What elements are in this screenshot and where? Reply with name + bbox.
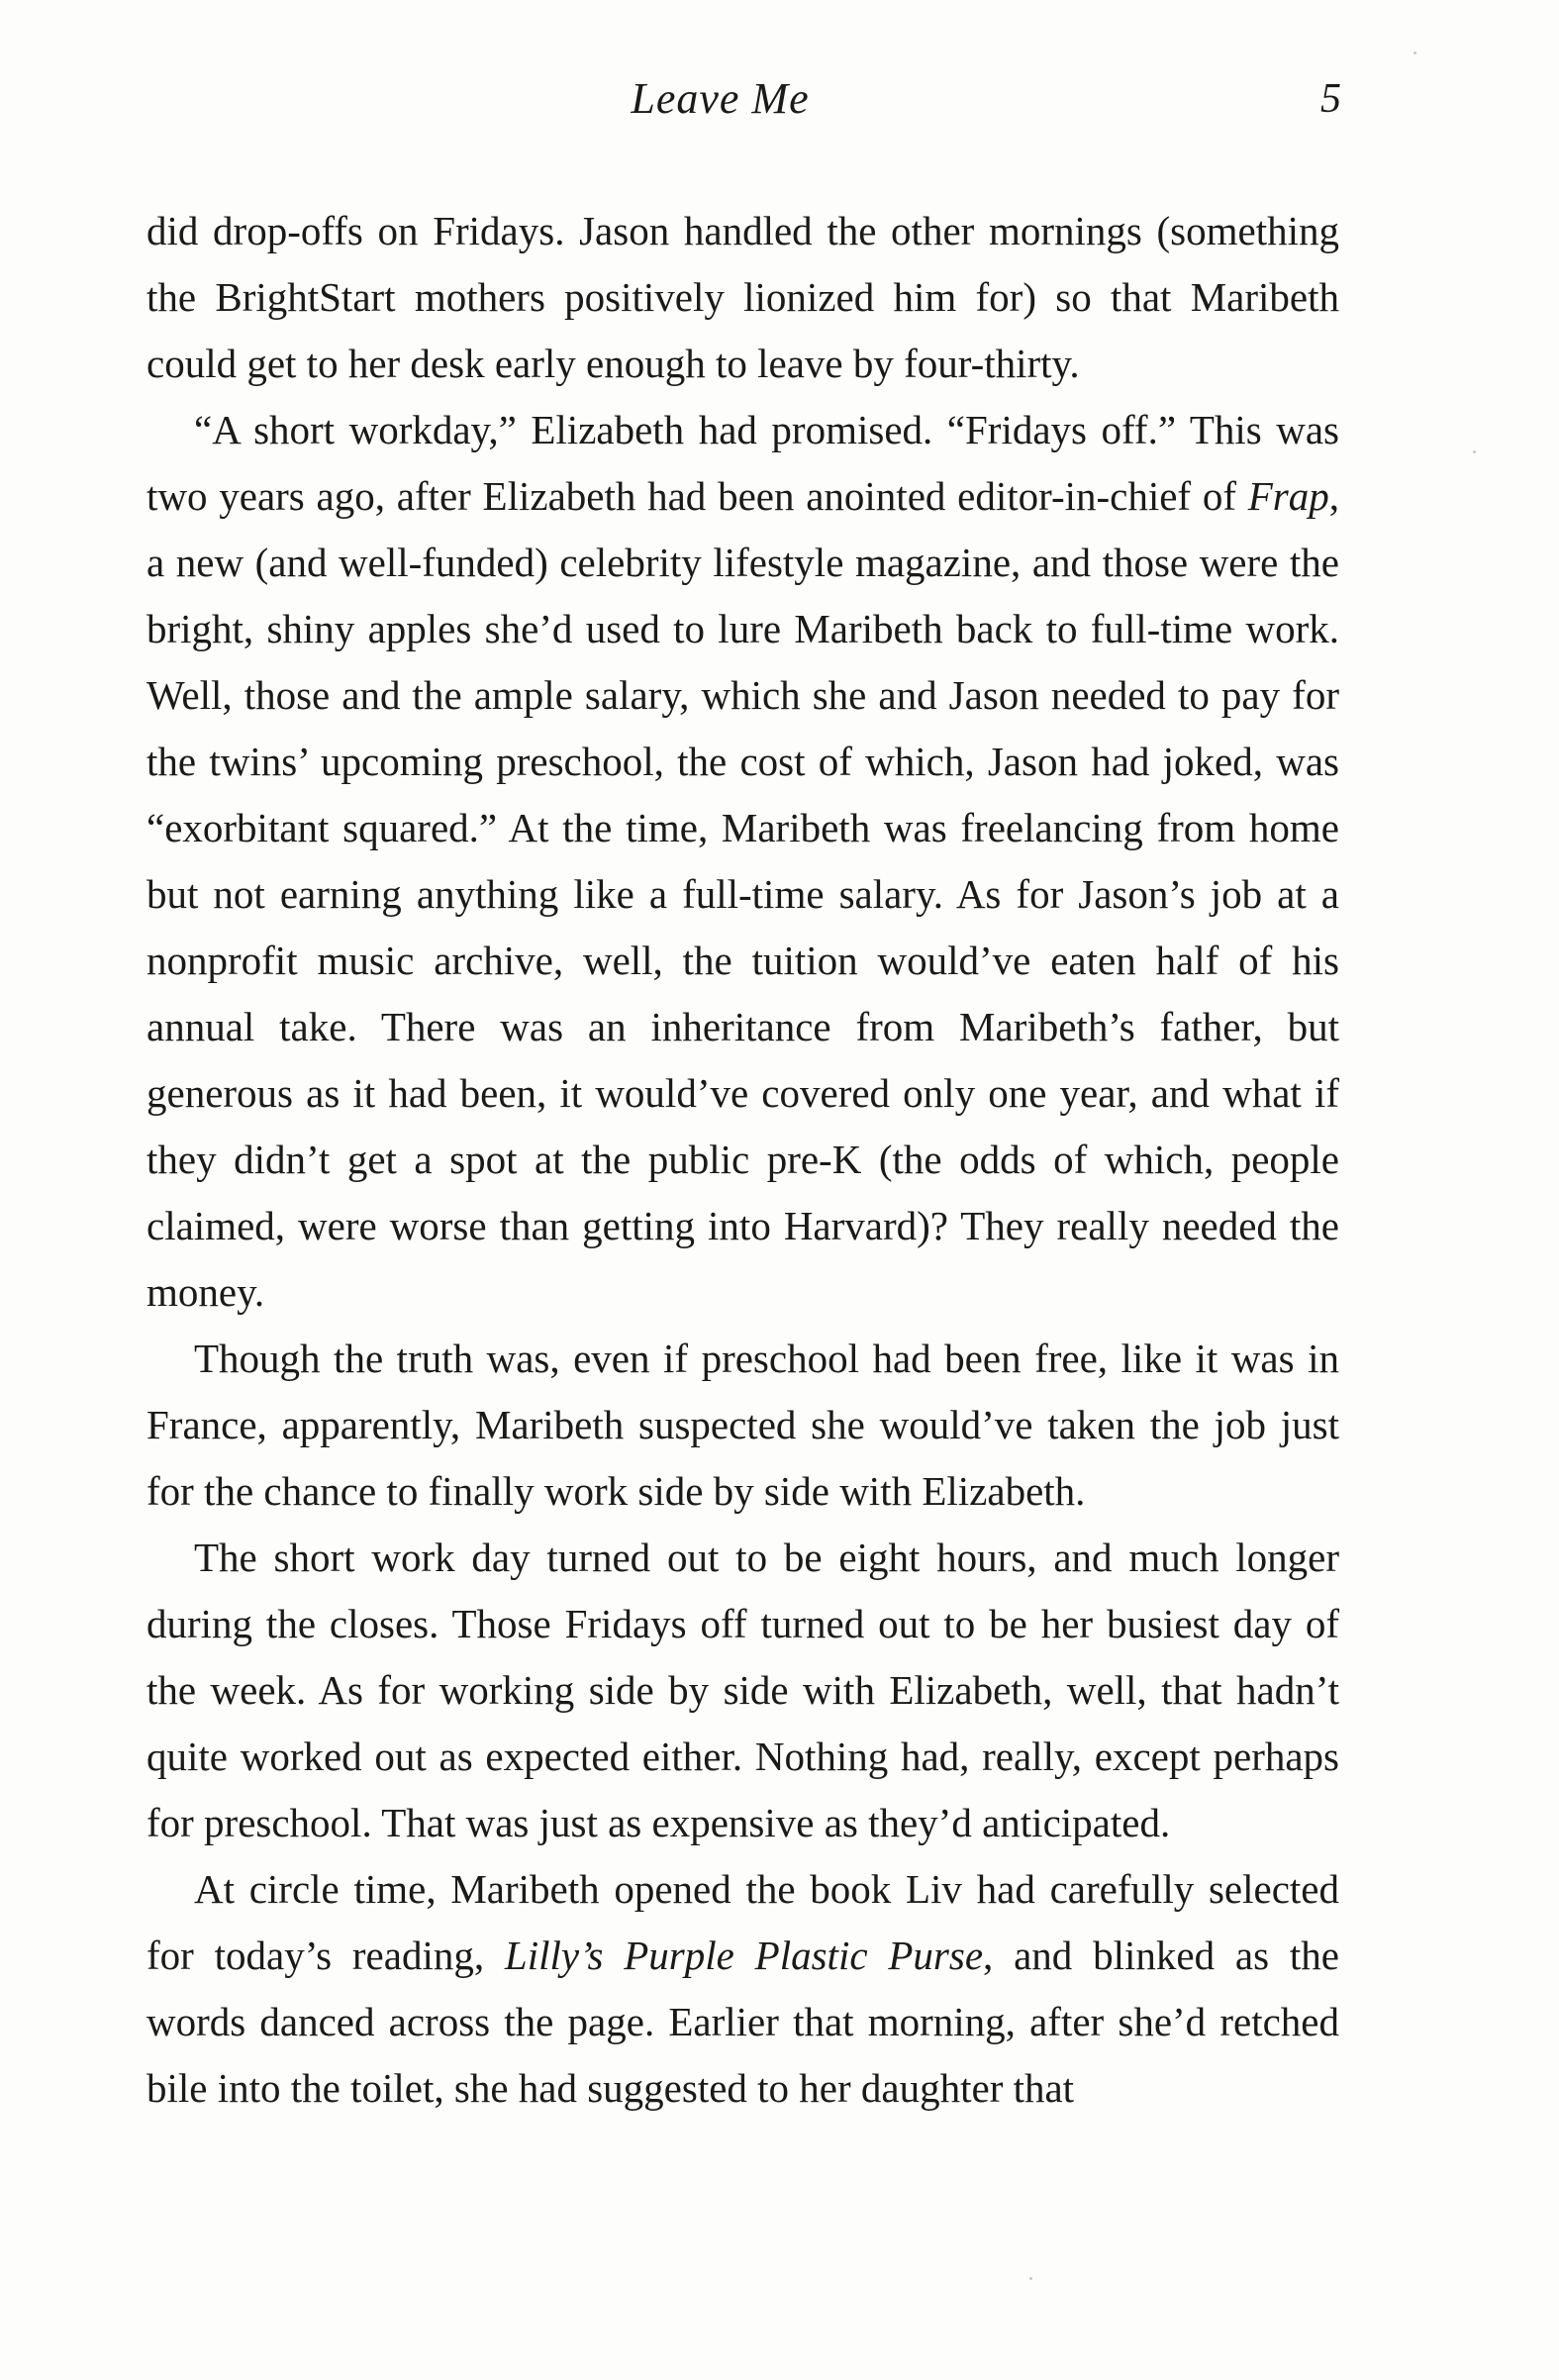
running-title: Leave Me xyxy=(631,74,810,123)
book-title: Lilly’s Purple Plastic Purse xyxy=(504,1933,984,1978)
body-text xyxy=(146,198,1339,2122)
magazine-title: Frap xyxy=(1247,473,1329,519)
paragraph-3 xyxy=(146,1326,1339,1525)
paper-speck xyxy=(1473,450,1476,453)
page-number: 5 xyxy=(1320,76,1341,122)
paragraph-5-text-a: At circle time, Maribeth opened the book Liv had carefully selected for today’s reading, xyxy=(146,1866,1339,1978)
paragraph-4 xyxy=(146,1525,1339,1856)
paragraph-5-text-b: , and blinked as the words danced across the page. Earlier that morning, after she’d retched bile into the toilet, she had suggested to her daughter that xyxy=(146,1933,1339,2111)
paragraph-2-text-a: “A short workday,” Elizabeth had promised. “Fridays off.” This was two years ago, after Elizabeth had been anointed editor-in-chief of xyxy=(146,407,1339,519)
paragraph-3-text: Though the truth was, even if preschool had been free, like it was in France, apparently, Maribeth suspected she would’ve taken the job just for the chance to finally work side by side with Elizabeth. xyxy=(146,1336,1339,1514)
paragraph-1-text: did drop-offs on Fridays. Jason handled the other mornings (something the BrightStart mothers positively lionized him for) so that Maribeth could get to her desk early enough to leave by four-thirty. xyxy=(146,208,1339,386)
paper-speck xyxy=(1413,51,1416,54)
paragraph-2-text-b: , a new (and well-funded) celebrity lifestyle magazine, and those were the bright, shiny apples she’d used to lure Maribeth back to full-time work. Well, those and the ample salary, which she and Jason needed to pay for the twins’ upcoming preschool, the cost of which, Jason had joked, was “exorbitant squared.” At the time, Maribeth was freelancing from home but not earning anything like a full-time salary. As for Jason’s job at a nonprofit music archive, well, the tuition would’ve eaten half of his annual take. There was an inheritance from Maribeth’s father, but generous as it had been, it would’ve covered only one year, and what if they didn’t get a spot at the public pre-K (the odds of which, people claimed, were worse than getting into Harvard)? They really needed the money. xyxy=(146,473,1339,1315)
paragraph-4-text: The short work day turned out to be eight hours, and much longer during the closes. Those Fridays off turned out to be her busiest day of the week. As for working side by side with Elizabeth, well, that hadn’t quite worked out as expected either. Nothing had, really, except perhaps for preschool. That was just as expensive as they’d anticipated. xyxy=(146,1535,1339,1845)
paragraph-1 xyxy=(146,198,1339,397)
paragraph-5 xyxy=(146,1856,1339,2122)
paper-speck xyxy=(1029,2277,1032,2280)
paragraph-2 xyxy=(146,397,1339,1326)
running-head xyxy=(0,73,1559,133)
